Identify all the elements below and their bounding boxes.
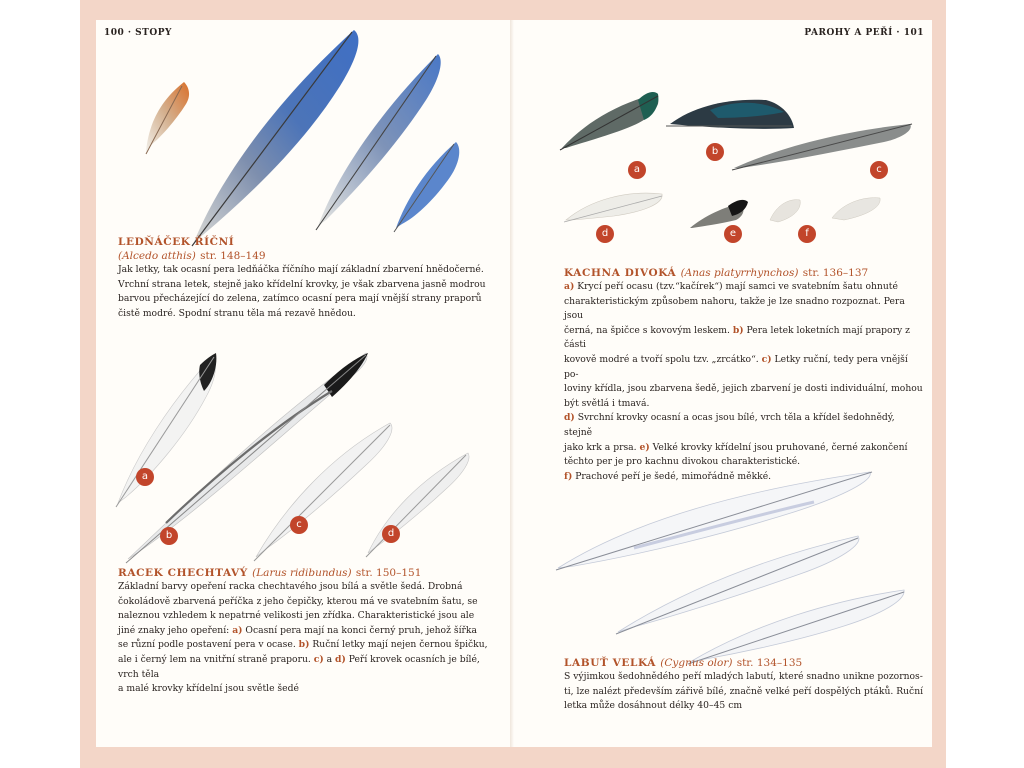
duck-badge-a: a bbox=[628, 161, 646, 179]
gull-badge-b: b bbox=[160, 527, 178, 545]
kingfisher-latin: (Alcedo atthis) bbox=[118, 250, 196, 262]
kingfisher-pages: str. 148–149 bbox=[200, 250, 266, 262]
duck-name: KACHNA DIVOKÁ bbox=[564, 267, 677, 279]
swan-title bbox=[564, 656, 924, 670]
gull-line: jiné znaky jeho opeření: a) Ocasní pera mají na konci černý pruh, jehož šířka bbox=[118, 624, 477, 636]
duck-line: být světlá i tmavá. bbox=[564, 397, 650, 409]
duck-line: loviny křídla, jsou zbarvena šedě, jejich zbarvení je dosti individuální, mohou bbox=[564, 383, 923, 395]
gull-badge-c: c bbox=[290, 516, 308, 534]
duck-line: d) Svrchní krovky ocasní a ocas jsou bílé, vrch těla a křídel šedohnědý, stejně bbox=[564, 412, 895, 438]
duck-line: černá, na špičce s kovovým leskem. b) Pera letek loketních mají prapory z části bbox=[564, 324, 910, 351]
margin-left bbox=[0, 0, 80, 768]
gull-line: čokoládově zbarvená peříčka z jeho čepičky, kterou má ve svatebním šatu, se bbox=[118, 595, 478, 607]
kingfisher-name: LEDŇÁČEK ŘÍČNÍ bbox=[118, 236, 235, 248]
duck-line: těchto per je pro kachnu divokou charakteristické. bbox=[564, 456, 801, 468]
kingfisher-title bbox=[118, 235, 498, 249]
gull-line: Základní barvy opeření racka chechtavého jsou bílá a světle šedá. Drobná bbox=[118, 581, 463, 592]
right-page bbox=[514, 20, 932, 747]
gull-line: naleznou vzhledem k nepatrné velikosti jen zřídka. Charakteristické jsou ale bbox=[118, 610, 475, 622]
kingfisher-line: barvou přecházející do zelena, zatímco ocasní pera mají vnější strany praporů bbox=[118, 293, 482, 305]
duck-feathers-illustration bbox=[514, 20, 932, 250]
gull-line: ale i černý lem na vnitřní straně praporu. c) a d) Peří krovek ocasních je bílé, bbox=[118, 653, 480, 665]
kingfisher-text bbox=[118, 263, 498, 321]
swan-line: S výjimkou šedohnědého peří mladých labutí, které snadno unikne pozornos- bbox=[564, 671, 923, 682]
kingfisher-line: Vrchní strana letek, stejně jako křídelní krovky, je však zbarvena jasně modrou bbox=[118, 278, 486, 290]
gull-latin: (Larus ridibundus) bbox=[252, 567, 352, 579]
swan-line: ti, lze nalézt především zářivě bílé, značně velké peří dospělých ptáků. Ruční bbox=[564, 685, 924, 697]
duck-line: jako krk a prsa. e) Velké krovky křídelní jsou pruhované, černé zakončení bbox=[564, 441, 908, 453]
duck-badge-f: f bbox=[798, 225, 816, 243]
gull-badge-d: d bbox=[382, 525, 400, 543]
duck-pages: str. 136–137 bbox=[802, 267, 869, 279]
gull-line: se různí podle postavení pera v ocase. b) Ruční letky mají nejen černou špičku, bbox=[118, 639, 488, 651]
left-page bbox=[96, 20, 514, 747]
left-running-header: 100 · STOPY bbox=[104, 28, 172, 38]
kingfisher-section bbox=[118, 235, 498, 321]
gull-name: RACEK CHECHTAVÝ bbox=[118, 567, 248, 579]
duck-latin: (Anas platyrrhynchos) bbox=[680, 267, 799, 279]
gull-line: vrch těla bbox=[118, 668, 160, 680]
swan-pages: str. 134–135 bbox=[736, 657, 803, 669]
duck-line: kovově modré a tvoří spolu tzv. „zrcátko“. c) Letky ruční, tedy pera vnější po- bbox=[564, 353, 908, 380]
duck-line: f) Prachové peří je šedé, mimořádně měkké. bbox=[564, 470, 772, 482]
duck-badge-b: b bbox=[706, 143, 724, 161]
gull-pages: str. 150–151 bbox=[355, 567, 422, 579]
swan-name: LABUŤ VELKÁ bbox=[564, 657, 657, 669]
swan-feathers-illustration bbox=[514, 450, 932, 660]
gull-text bbox=[118, 580, 508, 697]
margin-right bbox=[946, 0, 1024, 768]
right-running-header: PAROHY A PEŘÍ · 101 bbox=[804, 28, 924, 38]
duck-badge-e: e bbox=[724, 225, 742, 243]
swan-section bbox=[564, 656, 924, 714]
duck-line: charakteristickým způsobem nahoru, takže je lze snadno rozpoznat. Pera jsou bbox=[564, 295, 905, 322]
swan-latin: (Cygnus olor) bbox=[660, 657, 733, 669]
swan-text bbox=[564, 670, 924, 714]
kingfisher-line: čistě modré. Spodní stranu těla má rezavě hnědou. bbox=[118, 307, 356, 319]
gull-section bbox=[118, 566, 508, 697]
kingfisher-line: Jak letky, tak ocasní pera ledňáčka říčního mají základní zbarvení hnědočerné. bbox=[118, 264, 484, 275]
kingfisher-subtitle bbox=[118, 249, 498, 263]
gull-badge-a: a bbox=[136, 468, 154, 486]
duck-badge-d: d bbox=[596, 225, 614, 243]
swan-line: letka může dosáhnout délky 40–45 cm bbox=[564, 700, 743, 712]
duck-badge-c: c bbox=[870, 161, 888, 179]
gull-title bbox=[118, 566, 508, 580]
duck-line: a) Krycí peří ocasu (tzv.“kačírek“) mají samci ve svatebním šatu ohnuté bbox=[564, 281, 898, 292]
gull-line: a malé krovky křídelní jsou světle šedé bbox=[118, 683, 299, 695]
gull-feathers-illustration bbox=[96, 345, 514, 565]
kingfisher-feathers-illustration bbox=[96, 20, 514, 250]
duck-title bbox=[564, 266, 924, 280]
